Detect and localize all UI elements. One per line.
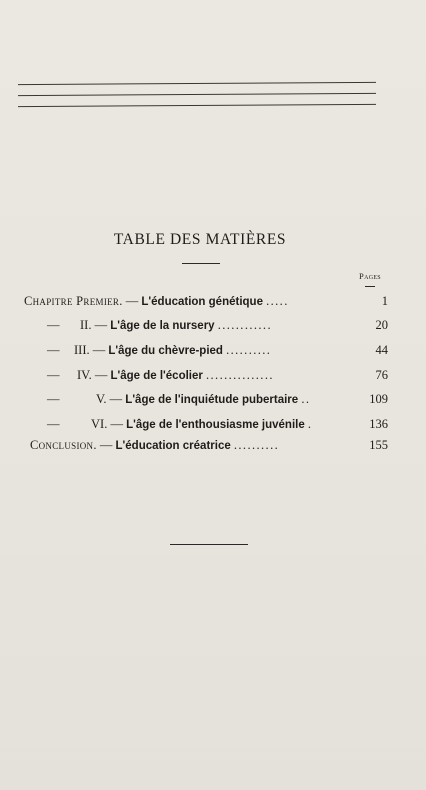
toc-entry <box>0 294 426 312</box>
toc-entry <box>0 417 426 435</box>
entry-page-number: 1 <box>381 294 388 308</box>
entry-ditto-dash: — <box>47 392 60 406</box>
header-rule-1 <box>18 82 376 85</box>
entry-leader-dots: .......... <box>226 343 272 357</box>
pages-column-header: Pages <box>359 271 381 281</box>
pages-header-rule <box>365 286 375 287</box>
closing-rule <box>170 544 248 545</box>
entry-title: L'âge de l'enthousiasme juvénile <box>126 419 305 431</box>
entry-label: Conclusion. <box>30 438 97 452</box>
entry-separator: — <box>94 318 108 332</box>
toc-entry <box>0 318 426 336</box>
entry-leader-dots: .. <box>301 392 311 406</box>
entry-separator: — <box>94 368 108 382</box>
entry-separator: — <box>99 438 113 452</box>
entry-title: L'âge de la nursery <box>110 320 215 332</box>
entry-label: VI. <box>91 417 108 431</box>
entry-title: L'éducation génétique <box>141 296 263 308</box>
entry-leader-dots: .......... <box>233 438 280 452</box>
toc-entry <box>0 392 426 410</box>
entry-page-number: 20 <box>375 318 388 332</box>
entry-ditto-dash: — <box>47 417 60 431</box>
entry-separator: — <box>109 392 123 406</box>
entry-separator: — <box>125 294 139 308</box>
entry-page-number: 76 <box>375 368 388 382</box>
entry-label: III. <box>74 343 90 357</box>
toc-entry <box>0 368 426 386</box>
entry-title: L'âge de l'écolier <box>110 370 203 382</box>
page-title: TABLE DES MATIÈRES <box>113 231 287 248</box>
entry-ditto-dash: — <box>47 343 60 357</box>
entry-ditto-dash: — <box>47 318 60 332</box>
entry-leader-dots: . <box>307 417 313 431</box>
entry-page-number: 109 <box>369 392 388 406</box>
header-rule-3 <box>18 104 376 107</box>
header-rule-2 <box>18 93 376 96</box>
entry-leader-dots: ..... <box>266 294 289 308</box>
entry-ditto-dash: — <box>47 368 60 382</box>
entry-page-number: 155 <box>369 438 388 452</box>
entry-leader-dots: ............... <box>206 368 274 382</box>
entry-title: L'âge de l'inquiétude pubertaire <box>125 394 299 406</box>
entry-title: L'âge du chèvre-pied <box>108 345 223 357</box>
toc-entry <box>0 438 426 456</box>
entry-label: V. <box>96 392 107 406</box>
entry-page-number: 44 <box>375 343 388 357</box>
entry-label: IV. <box>77 368 92 382</box>
entry-title: L'éducation créatrice <box>115 440 231 452</box>
entry-separator: — <box>92 343 106 357</box>
entry-label: II. <box>80 318 92 332</box>
entry-separator: — <box>110 417 123 431</box>
toc-entry <box>0 343 426 361</box>
entry-label: Chapitre Premier. <box>24 294 123 308</box>
entry-leader-dots: ............ <box>217 318 272 332</box>
entry-page-number: 136 <box>369 417 388 431</box>
title-rule <box>182 263 220 264</box>
